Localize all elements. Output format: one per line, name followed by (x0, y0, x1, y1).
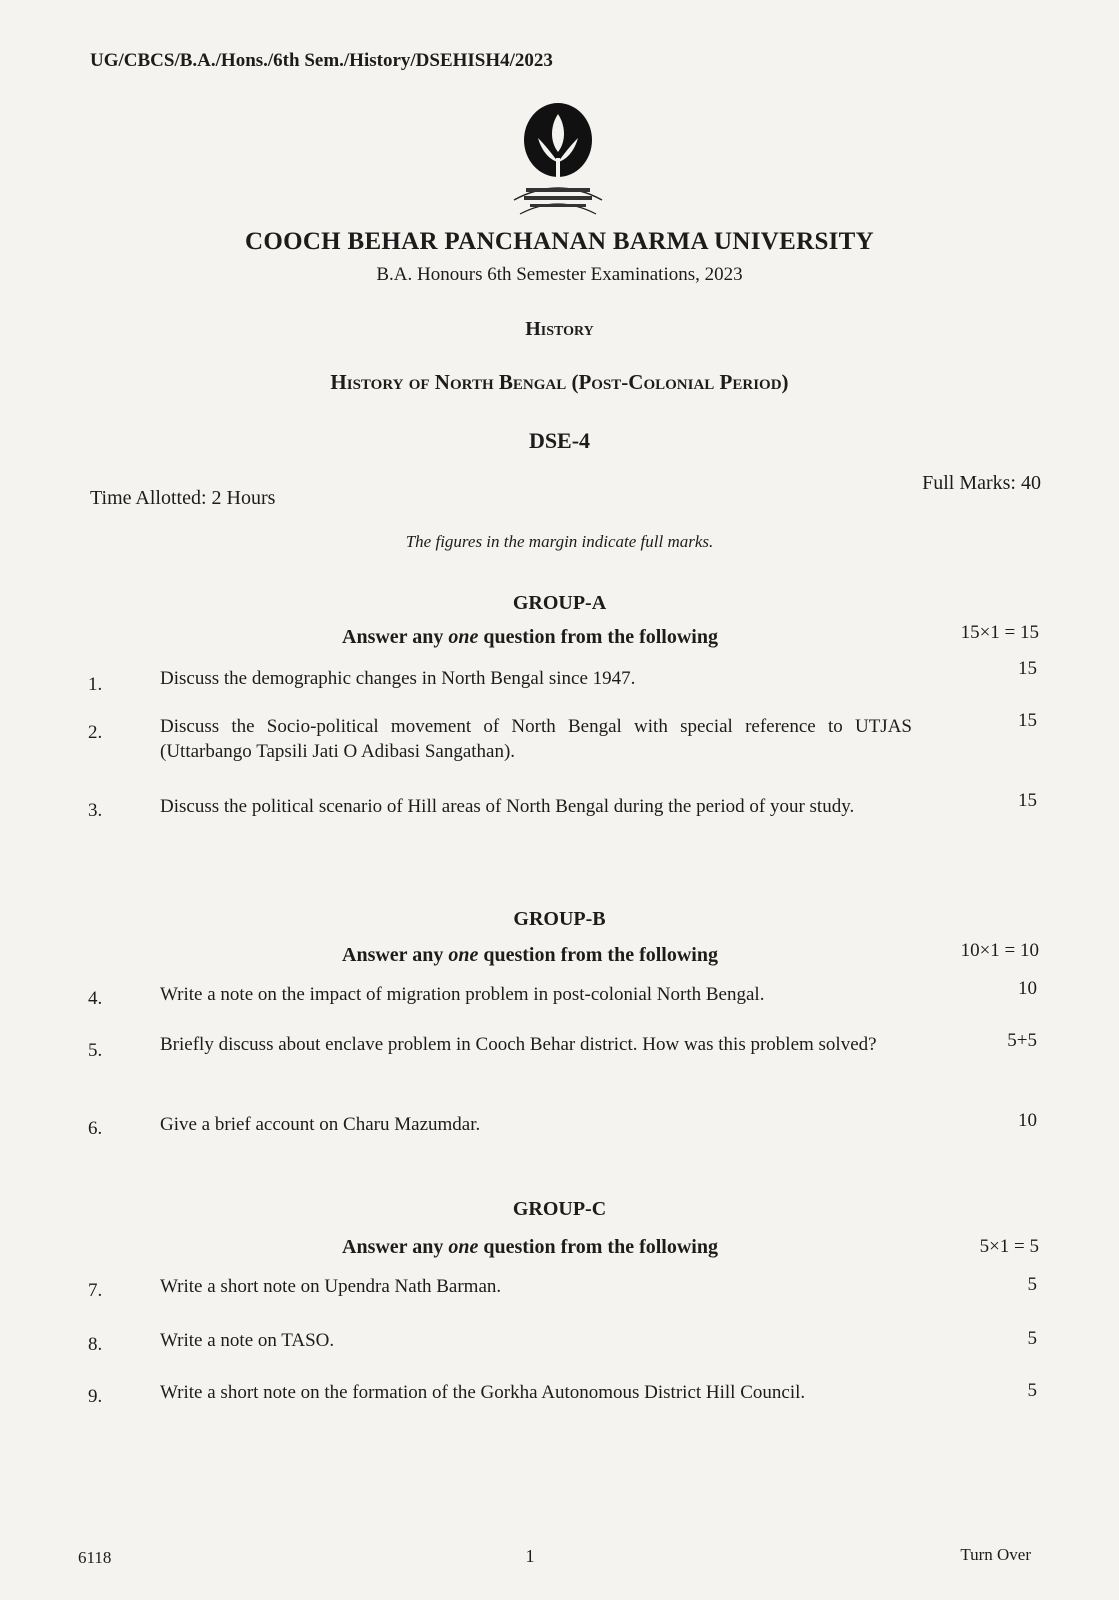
question-marks: 15 (1018, 790, 1037, 811)
question-number: 8. (88, 1334, 103, 1355)
question-marks: 5 (1027, 1274, 1037, 1295)
question-text: Discuss the political scenario of Hill areas of North Bengal during the period of your study. (160, 796, 855, 817)
question-marks: 5 (1027, 1380, 1037, 1401)
question-marks: 10 (1018, 978, 1037, 999)
paper-title: History of North Bengal (Post-Colonial Period) (330, 370, 789, 394)
question-marks: 5 (1027, 1328, 1037, 1349)
time-allotted: Time Allotted: 2 Hours (90, 487, 276, 509)
question-number: 3. (88, 800, 103, 821)
question-text: Write a short note on Upendra Nath Barman. (160, 1276, 502, 1297)
page-number: 1 (525, 1546, 535, 1566)
group-c-instruction: Answer any one question from the following (342, 1236, 718, 1258)
turn-over: Turn Over (960, 1545, 1031, 1564)
question-number: 5. (88, 1040, 103, 1061)
footer-code: 6118 (78, 1548, 112, 1567)
group-b-marks: 10×1 = 10 (960, 940, 1039, 961)
group-c-marks: 5×1 = 5 (979, 1236, 1039, 1257)
university-logo-icon (506, 102, 610, 234)
question-marks: 5+5 (1007, 1030, 1037, 1051)
question-number: 2. (88, 722, 103, 743)
subject-title: History (525, 318, 594, 340)
question-number: 6. (88, 1118, 103, 1139)
question-number: 9. (88, 1386, 103, 1407)
question-number: 7. (88, 1280, 103, 1301)
full-marks: Full Marks: 40 (922, 472, 1041, 494)
question-marks: 15 (1018, 710, 1037, 731)
question-text: Discuss the Socio-political movement of North Bengal with special reference to UTJAS (Uttarbango Tapsili Jati O Adibasi Sangathan). (160, 716, 912, 762)
margin-note: The figures in the margin indicate full marks. (405, 532, 714, 551)
question-number: 4. (88, 988, 103, 1009)
question-text: Briefly discuss about enclave problem in Cooch Behar district. How was this problem solved? (160, 1034, 877, 1055)
question-text: Give a brief account on Charu Mazumdar. (160, 1114, 481, 1135)
question-text: Write a note on TASO. (160, 1330, 335, 1351)
question-marks: 15 (1018, 658, 1037, 679)
question-text: Write a note on the impact of migration problem in post-colonial North Bengal. (160, 984, 765, 1005)
group-a-instruction: Answer any one question from the following (342, 626, 718, 648)
paper-code: UG/CBCS/B.A./Hons./6th Sem./History/DSEHISH4/2023 (90, 50, 553, 71)
question-marks: 10 (1018, 1110, 1037, 1131)
question-number: 1. (88, 674, 103, 695)
exam-title: B.A. Honours 6th Semester Examinations, 2023 (376, 264, 743, 285)
group-a-marks: 15×1 = 15 (960, 622, 1039, 643)
group-b-title: GROUP-B (513, 908, 606, 930)
group-a-title: GROUP-A (512, 592, 607, 614)
group-b-instruction: Answer any one question from the following (342, 944, 718, 966)
question-text: Write a short note on the formation of the Gorkha Autonomous District Hill Council. (160, 1382, 806, 1403)
question-text: Discuss the demographic changes in North Bengal since 1947. (160, 668, 636, 689)
group-c-title: GROUP-C (512, 1198, 607, 1220)
university-name: COOCH BEHAR PANCHANAN BARMA UNIVERSITY (244, 228, 875, 255)
dse-title: DSE-4 (528, 428, 591, 453)
